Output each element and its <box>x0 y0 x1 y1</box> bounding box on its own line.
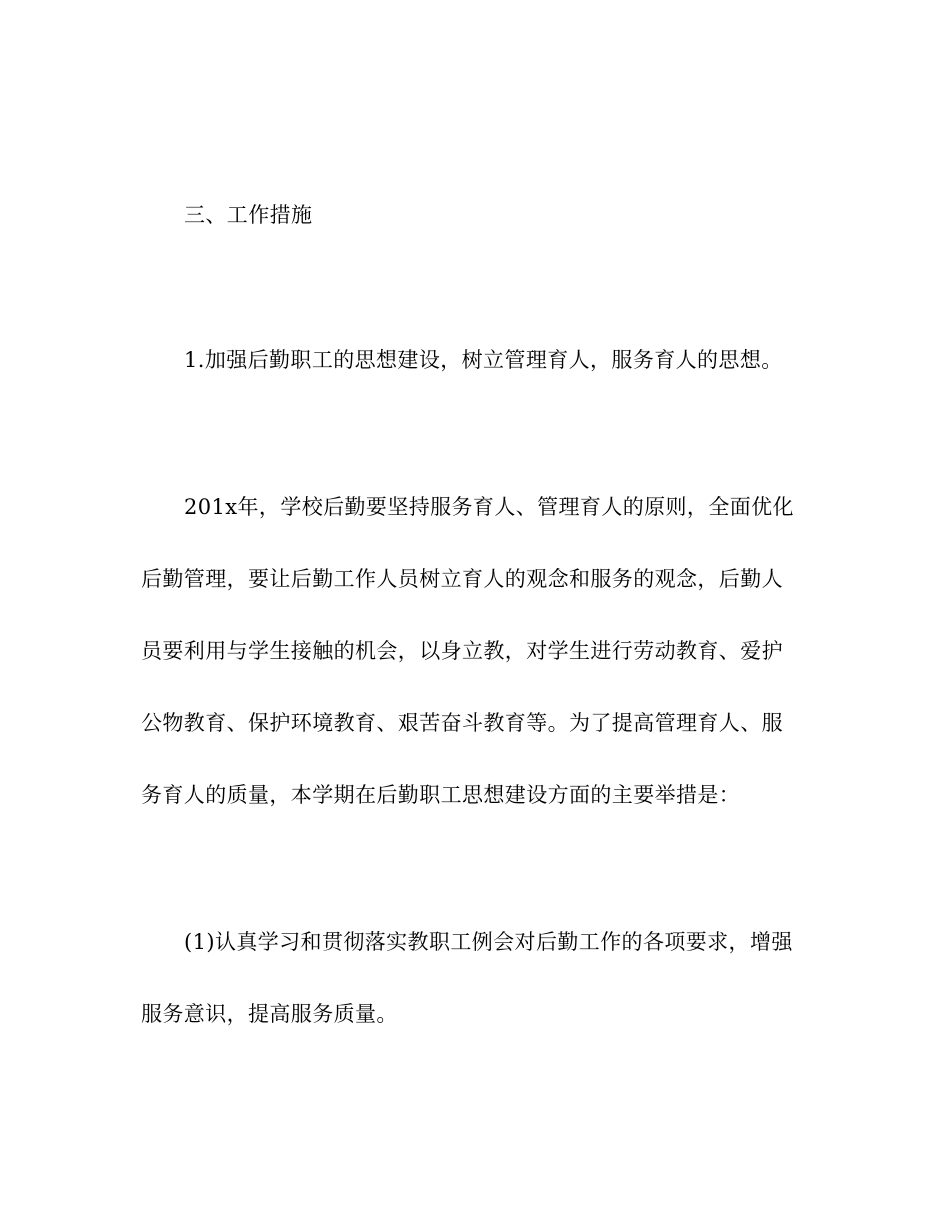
item-title: 1.加强后勤职工的思想建设，树立管理育人，服务育人的思想。 <box>184 348 783 372</box>
paragraph-line: 后勤管理，要让后勤工作人员树立育人的观念和服务的观念，后勤人 <box>141 567 783 591</box>
subitem-line: 服务意识，提高服务质量。 <box>141 1002 398 1026</box>
paragraph-line: 员要利用与学生接触的机会，以身立教，对学生进行劳动教育、爱护 <box>141 639 783 663</box>
subitem-line: (1)认真学习和贯彻落实教职工例会对后勤工作的各项要求，增强 <box>184 930 793 954</box>
section-heading: 三、工作措施 <box>184 203 313 227</box>
paragraph-line: 务育人的质量，本学期在后勤职工思想建设方面的主要举措是： <box>141 783 741 807</box>
paragraph-line: 公物教育、保护环境教育、艰苦奋斗教育等。为了提高管理育人、服 <box>141 711 783 735</box>
paragraph-line: 201x年，学校后勤要坚持服务育人、管理育人的原则，全面优化 <box>184 495 794 519</box>
